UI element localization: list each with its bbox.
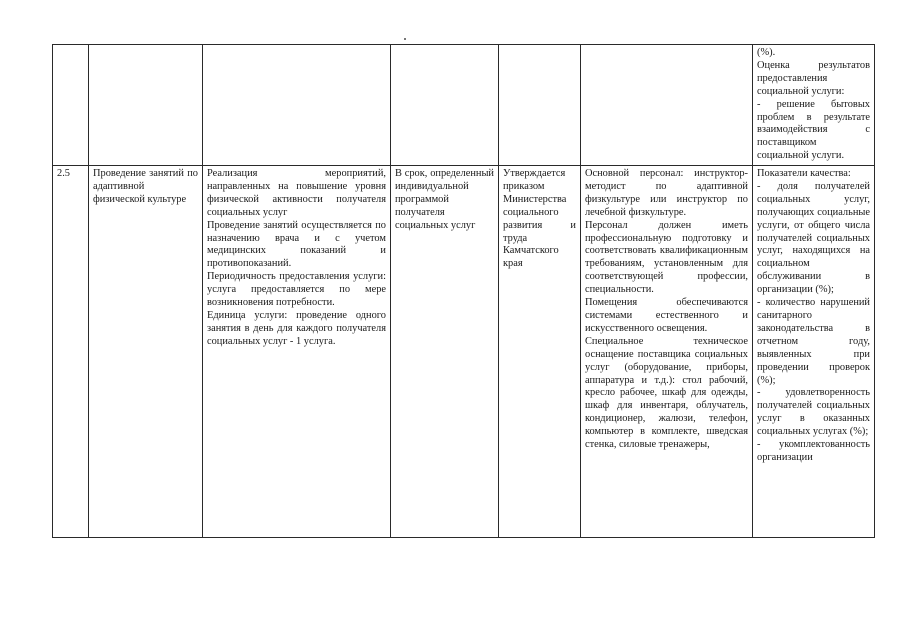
quality-line: - доля получателей социальных услуг, получающих социальные услуги, от общего числа получателей социальных услуг, находящихся на социальном обслуживании в организации (%); (757, 180, 870, 296)
service-name: Проведение занятий по адаптивной физической культуре (93, 168, 198, 205)
service-cost: Утверждается приказом Министерства социального развития и труда Камчатского края (503, 168, 576, 270)
table-row-continuation (53, 45, 875, 166)
quality-line: - укомплектованность организации (757, 439, 870, 463)
services-table (52, 44, 875, 538)
cell-name (89, 45, 203, 166)
conditions-line: Помещения обеспечиваются системами естественного и искусственного освещения. (585, 297, 748, 334)
quality-line: - количество нарушений санитарного законодательства в отчетном году, выявленных при проведении проверок (%); (757, 297, 870, 386)
cell-quality (753, 45, 875, 166)
service-quality (757, 168, 870, 465)
service-conditions (585, 168, 748, 452)
cell-quality (753, 166, 875, 538)
scan-dot (404, 38, 406, 40)
cell-conditions (581, 45, 753, 166)
conditions-line: Персонал должен иметь профессиональную подготовку и соответствовать квалификационным требованиям, установленным для соответствующей профессии, специальности. (585, 219, 748, 296)
cell-conditions (581, 166, 753, 538)
cell-term (391, 166, 499, 538)
service-description (207, 168, 386, 349)
quality-line: - удовлетворенность получателей социальных услуг в оказанных социальных услугах (%); (757, 387, 870, 438)
conditions-line: Основной персонал: инструктор-методист по адаптивной физкультуре или инструктор по лечебной физкультуре. (585, 168, 748, 218)
conditions-line: Специальное техническое оснащение поставщика социальных услуг (оборудование, приборы, аппаратура и т.д.): стол рабочий, кресло рабочее, шкаф для одежды, шкаф для инвентаря, облучатель, кондиционер, жалюзи, телефон, компьютер в комплекте, шведская стенка, силовые тренажеры, (585, 335, 748, 451)
quality-line: Показатели качества: (757, 168, 851, 179)
cell-number (53, 166, 89, 538)
description-line: Периодичность предоставления услуги: услуга предоставляется по мере возникновения потребности. (207, 271, 386, 309)
cell-description (203, 166, 391, 538)
service-term: В срок, определенный индивидуальной программой получателя социальных услуг (395, 168, 494, 231)
cell-cost (499, 45, 581, 166)
description-line: Единица услуги: проведение одного занятия в день для каждого получателя социальных услуг - 1 услуга. (207, 309, 386, 347)
description-line: Реализация мероприятий, направленных на повышение уровня физической активности получателя социальных услуг (207, 168, 386, 218)
table-row-service-2-5 (53, 166, 875, 538)
service-number: 2.5 (57, 168, 70, 179)
cell-description (203, 45, 391, 166)
quality-continuation-text: (%). Оценка результатов предоставления социальной услуги: - решение бытовых проблем в результате взаимодействия с поставщиком социальной услуги. (757, 47, 870, 162)
cell-cost (499, 166, 581, 538)
cell-term (391, 45, 499, 166)
description-line: Проведение занятий осуществляется по назначению врача и с учетом медицинских показаний и противопоказаний. (207, 219, 386, 270)
cell-number (53, 45, 89, 166)
cell-name (89, 166, 203, 538)
